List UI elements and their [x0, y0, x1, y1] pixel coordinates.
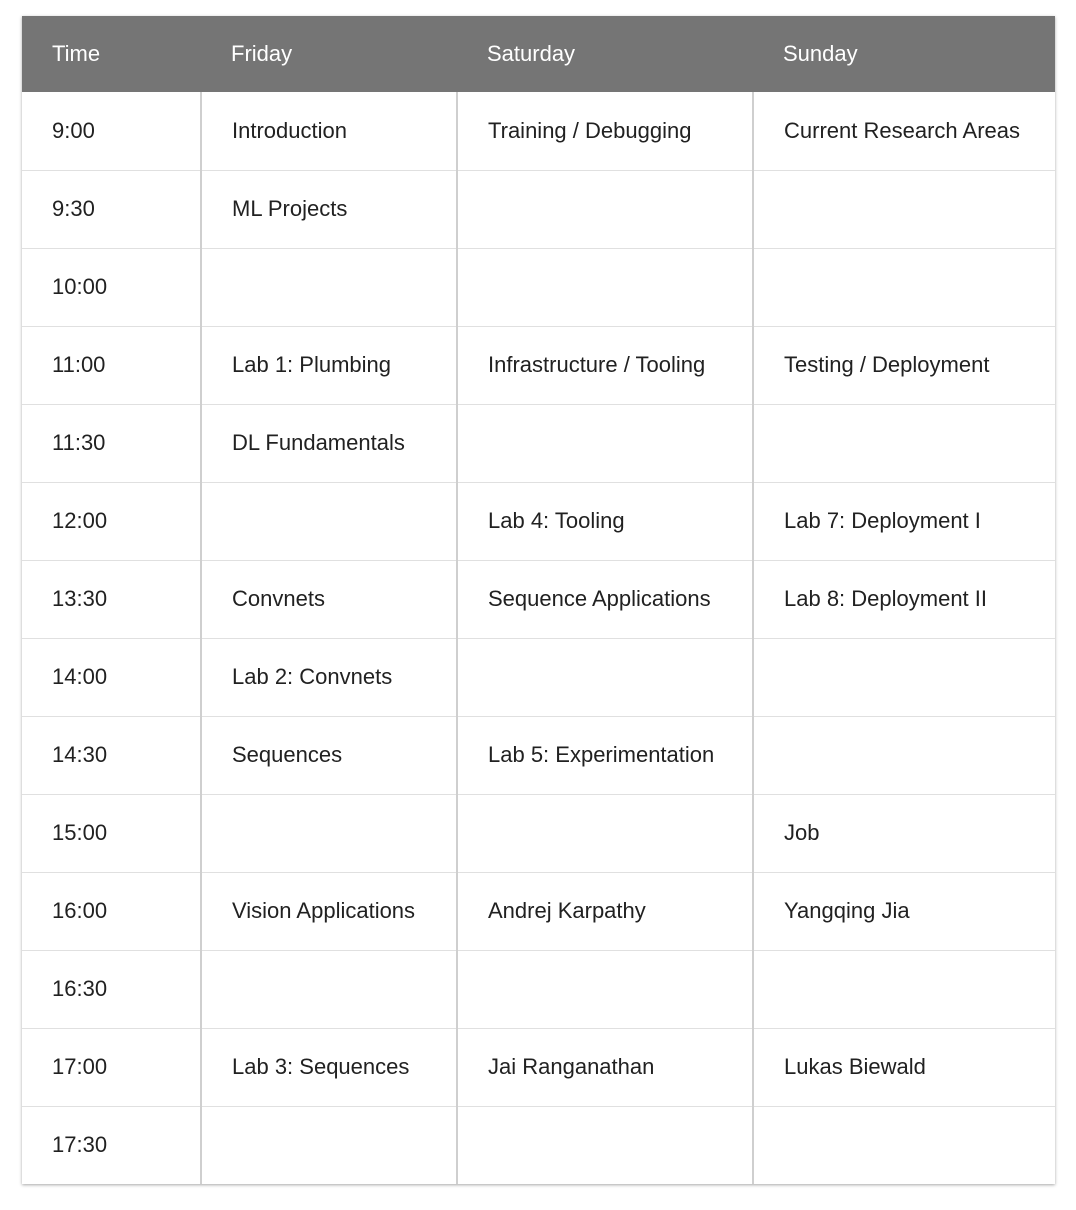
friday-cell: Convnets: [201, 560, 457, 638]
saturday-cell: [457, 404, 753, 482]
saturday-cell: Infrastructure / Tooling: [457, 326, 753, 404]
time-cell: 10:00: [22, 248, 201, 326]
table-row: [22, 92, 1055, 170]
sunday-cell: [753, 170, 1055, 248]
time-cell: 15:00: [22, 794, 201, 872]
time-cell: 9:00: [22, 92, 201, 170]
header-sunday: Sunday: [753, 16, 1055, 92]
saturday-cell: [457, 1106, 753, 1184]
schedule-table: [22, 16, 1055, 1184]
table-row: [22, 170, 1055, 248]
table-row: [22, 560, 1055, 638]
friday-cell: [201, 1106, 457, 1184]
schedule-table-card: [22, 16, 1055, 1184]
table-row: [22, 248, 1055, 326]
table-row: [22, 404, 1055, 482]
friday-cell: Sequences: [201, 716, 457, 794]
sunday-cell: Lab 7: Deployment I: [753, 482, 1055, 560]
table-row: [22, 950, 1055, 1028]
friday-cell: Introduction: [201, 92, 457, 170]
sunday-cell: [753, 950, 1055, 1028]
saturday-cell: [457, 248, 753, 326]
header-row: [22, 16, 1055, 92]
friday-cell: DL Fundamentals: [201, 404, 457, 482]
saturday-cell: [457, 794, 753, 872]
sunday-cell: [753, 638, 1055, 716]
saturday-cell: Lab 5: Experimentation: [457, 716, 753, 794]
sunday-cell: Lab 8: Deployment II: [753, 560, 1055, 638]
header-friday: Friday: [201, 16, 457, 92]
saturday-cell: [457, 950, 753, 1028]
sunday-cell: Current Research Areas: [753, 92, 1055, 170]
time-cell: 17:30: [52, 1132, 108, 1158]
saturday-cell: [457, 638, 753, 716]
friday-cell: [201, 794, 457, 872]
table-row: [22, 1028, 1055, 1106]
sunday-cell: Testing / Deployment: [753, 326, 1055, 404]
saturday-cell: Andrej Karpathy: [457, 872, 753, 950]
time-cell: 17:00: [22, 1028, 201, 1106]
table-row: [22, 794, 1055, 872]
saturday-cell: Training / Debugging: [457, 92, 753, 170]
saturday-cell: Jai Ranganathan: [457, 1028, 753, 1106]
table-row: [22, 482, 1055, 560]
time-cell: 11:00: [22, 326, 201, 404]
sunday-cell: Lukas Biewald: [753, 1028, 1055, 1106]
time-cell: 14:00: [22, 638, 201, 716]
time-cell: 9:30: [22, 170, 201, 248]
table-row: [22, 716, 1055, 794]
friday-cell: ML Projects: [201, 170, 457, 248]
friday-cell: [201, 950, 457, 1028]
table-row: [22, 1106, 1055, 1184]
table-row: [22, 638, 1055, 716]
sunday-cell: [753, 404, 1055, 482]
saturday-cell: Sequence Applications: [457, 560, 753, 638]
time-cell: 16:00: [22, 872, 201, 950]
saturday-cell: [457, 170, 753, 248]
friday-cell: [201, 248, 457, 326]
saturday-cell: Lab 4: Tooling: [457, 482, 753, 560]
friday-cell: Lab 1: Plumbing: [201, 326, 457, 404]
time-cell: 12:00: [22, 482, 201, 560]
table-row: [22, 872, 1055, 950]
time-cell: 11:30: [22, 404, 201, 482]
time-cell: 13:30: [22, 560, 201, 638]
friday-cell: [201, 482, 457, 560]
header-time: Time: [22, 16, 201, 92]
sunday-cell: [753, 248, 1055, 326]
time-cell: 14:30: [22, 716, 201, 794]
sunday-cell: [753, 716, 1055, 794]
sunday-cell: Job: [753, 794, 1055, 872]
sunday-cell: Yangqing Jia: [753, 872, 1055, 950]
header-saturday: Saturday: [457, 16, 753, 92]
sunday-cell: [753, 1106, 1055, 1184]
friday-cell: Lab 3: Sequences: [201, 1028, 457, 1106]
time-cell: 16:30: [22, 950, 201, 1028]
friday-cell: Vision Applications: [201, 872, 457, 950]
table-row: [22, 326, 1055, 404]
friday-cell: Lab 2: Convnets: [201, 638, 457, 716]
